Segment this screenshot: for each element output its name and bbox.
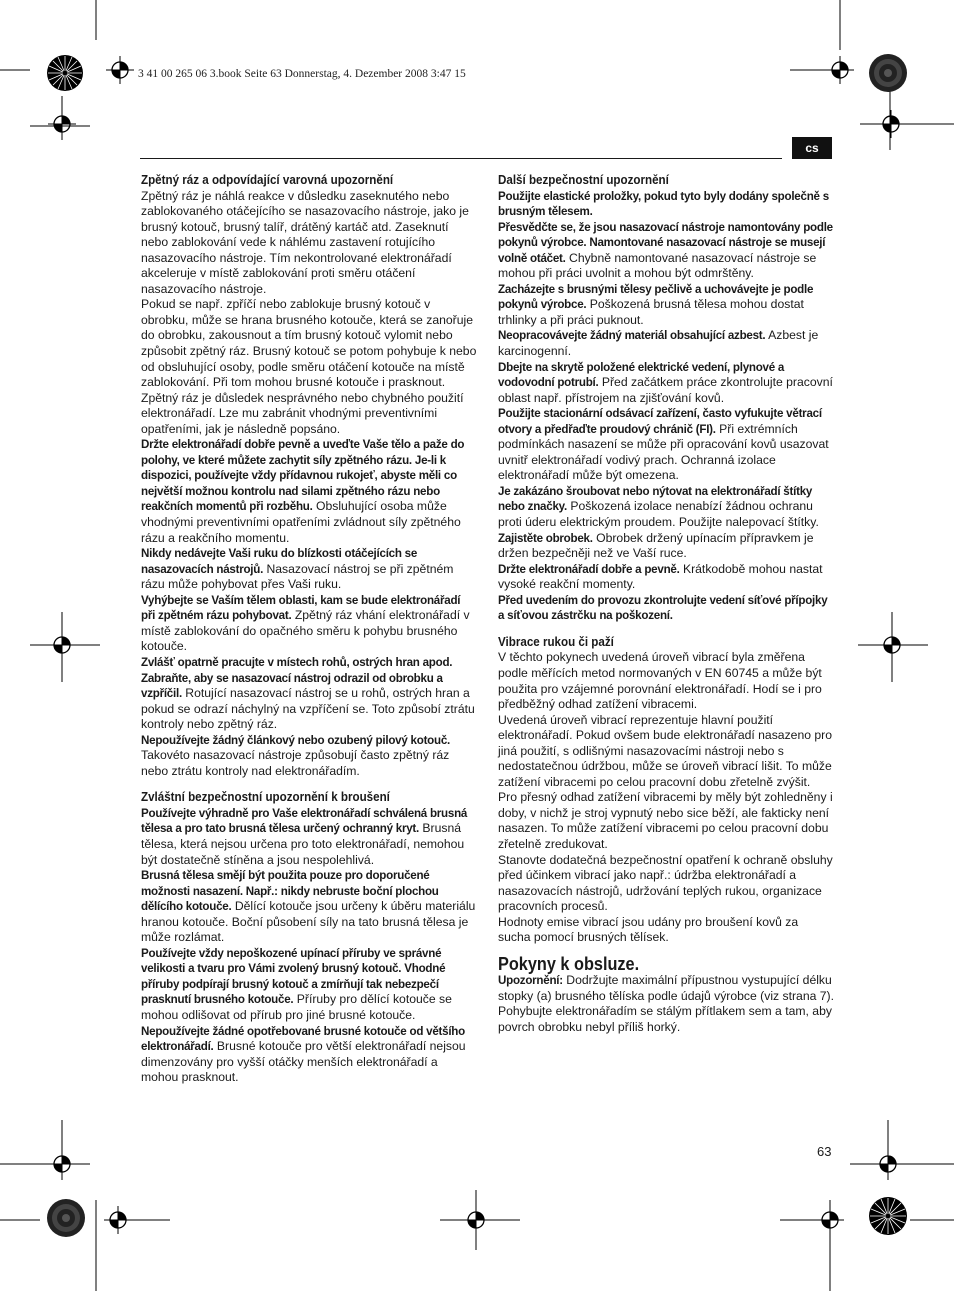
registration-target-icon [877, 110, 905, 138]
paragraph: Je zakázáno šroubovat nebo nýtovat na elektronářadí štítky nebo značky. Poškozená izolace nenabízí žádnou ochranu proti úderu elektrickým proudem. Použijte nalepovací štítky. [498, 484, 819, 530]
section-heading-kickback: Zpětný ráz a odpovídající varovná upozornění [141, 172, 394, 187]
bold-instruction: Nikdy nedávejte Vaši ruku do blízkosti otáčejících se nasazovacích nástrojů. [141, 547, 418, 576]
registration-target-icon [104, 1206, 132, 1234]
bold-instruction: Použijte stacionární odsávací zařízení, často vyfukujte větrací otvory a předřaďte proudový chránič (FI). [498, 407, 822, 436]
bold-instruction: Je zakázáno šroubovat nebo nýtovat na elektronářadí štítky nebo značky. [498, 484, 813, 514]
section-heading-grinding: Zvláštní bezpečnostní upozornění k broušení [141, 789, 390, 805]
bold-instruction: Držte elektronářadí dobře a pevně. [498, 562, 680, 576]
paragraph: Takovéto nasazovací nástroje způsobují často zpětný ráz nebo ztrátu kontroly nad elektronářadím. [141, 748, 450, 778]
crop-mark-middle-right [858, 612, 928, 682]
section-heading-operating-instructions: Pokyny k obsluze. [498, 952, 640, 974]
paragraph: Používejte výhradně pro Vaše elektronářadí schválená brusná tělesa a pro tato brusná tělesa určený ochranný kryt. Brusná tělesa, která nejsou určena pro toto elektronářadí, nemohou být dostatečně stíněna a jsou nespolehlivá. [141, 806, 468, 867]
registration-target-icon [48, 1150, 76, 1178]
registration-target-icon [106, 56, 134, 84]
paragraph: Přesvědčte se, že jsou nasazovací nástroje namontovány podle pokynů výrobce. Namontované nasazovací nástroje se musejí volně otáčet. Chybně namontované nasazovací nástroje se mohou při práci uvolnit a mohou být odmrštěny. [498, 220, 833, 281]
paragraph: Neopracovávejte žádný materiál obsahující azbest. Azbest je karcinogenní. [498, 328, 819, 359]
section-heading-additional-safety: Další bezpečnostní upozornění [498, 172, 669, 187]
bold-instruction: Použijte elastické proložky, pokud tyto byly dodány společně s brusným tělesem. [498, 189, 829, 219]
bold-instruction: Nepoužívejte žádné opotřebované brusné kotouče od většího elektronářadí. [141, 1024, 465, 1054]
registration-target-icon [48, 110, 76, 138]
book-file-header: 3 41 00 265 06 3.book Seite 63 Donnerstag, 4. Dezember 2008 3:47 15 [138, 68, 466, 80]
registration-starburst-icon [868, 1196, 908, 1236]
right-column [498, 172, 834, 1036]
language-badge: cs [792, 137, 832, 159]
registration-target-icon [826, 56, 854, 84]
paragraph: V těchto pokynech uvedená úroveň vibrací byla změřena podle měřících metod normovaných v EN 60745 a může být použita pro vzájemné porovnání elektronářadí. Hodí se i pro předběžný odhad zatížení vibracemi. [498, 650, 822, 712]
paragraph: Použijte stacionární odsávací zařízení, často vyfukujte větrací otvory a předřaďte proudový chránič (FI). Při extrémních podmínkách nasazení se může při opracování kovů usazovat uvnitř elektronářadí vodivý prach. Ochranná izolace elektronářadí může být omezena. [498, 407, 829, 483]
paragraph: Držte elektronářadí dobře pevně a uveďte Vaše tělo a paže do polohy, ve které můžete zachytit síly zpětného rázu. Je-li k dispozici, používejte vždy přídavnou rukojeť, abyste měli co největší možnou kontrolu nad silami zpětného rázu nebo reakčních momentů při rozběhu. Obsluhující osoba může vhodnými preventivními opatřeními zvládnout síly zpětného rázu a reakčního momentu. [141, 438, 465, 545]
paragraph: Vyhýbejte se Vaším tělem oblasti, kam se bude elektronářadí při zpětném rázu pohybovat. Zpětný ráz vhání elektronářadí v místě zablokování do opačného směru k pohybu brusného kotouče. [141, 593, 470, 654]
bold-instruction: Zajistěte obrobek. [498, 531, 593, 545]
registration-target-icon [816, 1206, 844, 1234]
bold-instruction: Nepoužívejte žádný článkový nebo ozubený pilový kotouč. [141, 733, 451, 747]
section-heading-vibration: Vibrace rukou či paží [498, 633, 614, 649]
paragraph: Upozornění: Dodržujte maximální přípustnou vystupující délku stopky (a) brusného tělíska podle údajů výrobce (viz strana 7). [498, 973, 835, 1003]
paragraph [498, 593, 834, 624]
paragraph: Nepoužívejte žádné opotřebované brusné kotouče od většího elektronářadí. Brusné kotouče pro větší elektronářadí nejsou dimenzovány pro vyšší otáčky menších elektronářadí a mohou prasknout. [141, 1024, 466, 1085]
paragraph: Zvlášť opatrně pracujte v místech rohů, ostrých hran apod. Zabraňte, aby se nasazovací nástroj odrazil od obrobku a vzpříčil. Rotující nasazovací nástroj se u rohů, ostrých hran a pokud se odrazí náchylný na vzpříčení se. Toto způsobí ztrátu kontroly nebo zpětný ráz. [141, 655, 475, 732]
paragraph: Stanovte dodatečná bezpečnostní opatření k ochraně obsluhy před účinkem vibrací jako např.: údržba elektronářadí a nasazovacích nástrojů, udržování teplých rukou, organizace pracovních procesů. [498, 852, 833, 914]
crop-mark-bottom-center [440, 1190, 520, 1250]
bold-instruction: Používejte výhradně pro Vaše elektronářadí schválená brusná tělesa a pro tato brusná tělesa určený ochranný kryt. [141, 806, 468, 836]
paragraph: Zpětný ráz je náhlá reakce v důsledku zaseknutého nebo zablokovaného otáčejícího se nasazovacího nástroje, jako je brusný kotouč, brusný talíř, drátěný kartáč atd. Zaseknutí nebo zablokování vede k náhlému zastavení rotujícího nasazovacího nástroje. Tím nekontrolované elektronářadí akceleruje v místě zablokování proti směru otáčení nasazovacího nástroje. [141, 188, 469, 296]
bold-instruction: Používejte vždy nepoškozené upínací příruby ve správné velikosti a tvaru pro Vámi zvolený brusný kotouč. Vhodné příruby podpírají brusný kotouč a zmírňují tak nebezpečí prasknutí brusného kotouče. [141, 946, 446, 1007]
paragraph: Pro přesný odhad zatížení vibracemi by měly být zohledněny i doby, v nichž je stroj vypnutý nebo sice běží, ale fakticky není nasazen. To může zatížení vibracemi po celou pracovní dobu zřetelně zredukovat. [498, 790, 833, 851]
registration-dot-screen-icon [868, 53, 908, 93]
registration-starburst-icon [46, 54, 84, 92]
paragraph: Dbejte na skrytě položené elektrické vedení, plynové a vodovodní potrubí. Před začátkem práce zkontrolujte pracovní oblast např. přístrojem na zjišťování kovů. [498, 360, 833, 405]
bold-instruction: Upozornění: [498, 974, 563, 988]
bold-instruction: Zacházejte s brusnými tělesy pečlivě a uchovávejte je podle pokynů výrobce. [498, 282, 814, 312]
paragraph: Zacházejte s brusnými tělesy pečlivě a uchovávejte je podle pokynů výrobce. Poškozená brusná tělesa mohou dostat trhlinky a při práci puknout. [498, 282, 814, 327]
bold-instruction: Neopracovávejte žádný materiál obsahující azbest. [498, 329, 766, 343]
paragraph: Brusná tělesa smějí být použita pouze pro doporučené možnosti nasazení. Např.: nikdy nebruste boční plochou dělícího kotouče. Dělící kotouče jsou určeny k úběru materiálu hranou kotouče. Boční působení síly na tato brusná tělesa je může rozlámat. [141, 869, 476, 945]
paragraph: Hodnoty emise vibrací jsou udány pro broušení kovů za sucha pomocí brusných tělísek. [498, 914, 799, 945]
paragraph: Zajistěte obrobek. Obrobek držený upínacím přípravkem je držen bezpečněji než ve Vaší ruce. [498, 530, 814, 561]
registration-dot-screen-icon [46, 1198, 86, 1238]
paragraph [141, 733, 477, 749]
paragraph: Pohybujte elektronářadím se stálým přítlakem sem a tam, aby povrch obrobku nebyl příliš horký. [498, 1004, 832, 1034]
page-number: 63 [817, 1144, 832, 1159]
paragraph: Zpětný ráz je důsledek nesprávného nebo chybného použití elektronářadí. Lze mu zabránit vhodnými preventivními opatřeními, jak je následně popsáno. [141, 390, 464, 436]
bold-instruction: Přesvědčte se, že jsou nasazovací nástroje namontovány podle pokynů výrobce. Namontované nasazovací nástroje se musejí volně otáčet. [498, 220, 833, 265]
left-column [141, 172, 477, 1086]
registration-target-icon [874, 1150, 902, 1178]
bold-instruction: Před uvedením do provozu zkontrolujte vedení síťové přípojky a síťovou zástrčku na poškození. [498, 593, 828, 623]
paragraph: Pokud se např. zpříčí nebo zablokuje brusný kotouč v obrobku, může se hrana brusného kotouče, která se zanořuje do obrobku, zakousnout a tím brusný kotouč vylomit nebo způsobit zpětný ráz. Brusný kotouč se potom pohybuje k nebo od obsluhující osoby, podle směru otáčení kotouče na místě zablokování. Při tom mohou brusné kotouče i prasknout. [141, 297, 477, 390]
paragraph [498, 189, 834, 220]
bold-instruction: Zvlášť opatrně pracujte v místech rohů, ostrých hran apod. Zabraňte, aby se nasazovací nástroj odrazil od obrobku a vzpříčil. [141, 655, 453, 701]
paragraph: Uvedená úroveň vibrací reprezentuje hlavní použití elektronářadí. Pokud ovšem bude elektronářadí nasazeno pro jiná použití, s odlišnými nasazovacími nástroji nebo s nedostatečnou údržbou, může se úroveň vibrací lišit. To může zatížení vibracemi po celou pracovní dobu zřetelně zvýšit. [498, 712, 833, 789]
header-rule [140, 158, 782, 159]
bold-instruction: Vyhýbejte se Vaším tělem oblasti, kam se bude elektronářadí při zpětném rázu pohybovat. [141, 593, 461, 623]
paragraph: Nikdy nedávejte Vaši ruku do blízkosti otáčejících se nasazovacích nástrojů. Nasazovací nástroj se při zpětném rázu může pohybovat přes Vaši ruku. [141, 547, 454, 592]
paragraph: Používejte vždy nepoškozené upínací příruby ve správné velikosti a tvaru pro Vámi zvolený brusný kotouč. Vhodné příruby podpírají brusný kotouč a zmírňují tak nebezpečí prasknutí brusného kotouče. Příruby pro dělící kotouče se mohou odlišovat od přírub pro jiné brusné kotouče. [141, 946, 452, 1022]
bold-instruction: Brusná tělesa smějí být použita pouze pro doporučené možnosti nasazení. Např.: nikdy nebruste boční plochou dělícího kotouče. [141, 869, 439, 914]
crop-mark-middle-left [30, 612, 100, 682]
bold-instruction: Držte elektronářadí dobře pevně a uveďte Vaše tělo a paže do polohy, ve které můžete zachytit síly zpětného rázu. Je-li k dispozici, používejte vždy přídavnou rukojeť, abyste měli co největší možnou kontrolu nad silami zpětného rázu nebo reakčních momentů při rozběhu. [141, 438, 465, 514]
crop-mark-bottom-right [780, 1120, 954, 1291]
bold-instruction: Dbejte na skrytě položené elektrické vedení, plynové a vodovodní potrubí. [498, 360, 785, 390]
paragraph: Držte elektronářadí dobře a pevně. Krátkodobě mohou nastat vysoké reakční momenty. [498, 561, 823, 592]
